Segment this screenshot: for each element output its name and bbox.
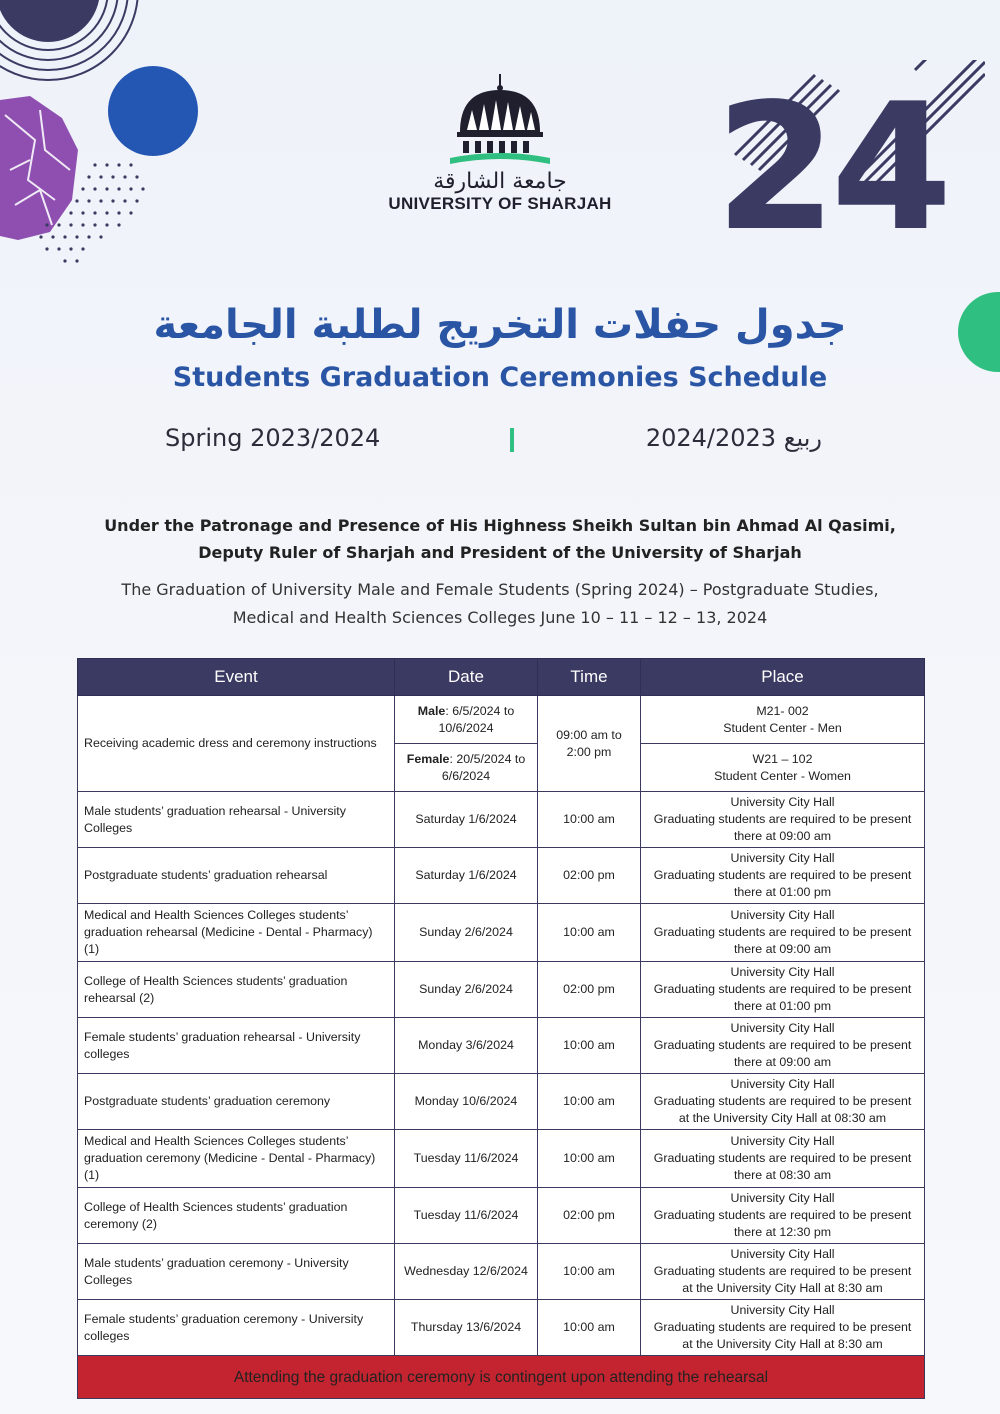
date-cell: Monday 3/6/2024 [395, 1018, 538, 1074]
patronage-line-2: Deputy Ruler of Sharjah and President of the University of Sharjah [198, 543, 802, 562]
dome-icon [445, 72, 555, 167]
time-cell: 02:00 pm [538, 848, 641, 904]
place-note: Graduating students are required to be present there at 08:30 am [653, 1151, 912, 1182]
patronage-statement [60, 512, 940, 566]
header-event: Event [78, 659, 395, 696]
place-venue: University City Hall [730, 1077, 835, 1091]
place-room: M21- 002 [756, 703, 809, 718]
table-row [78, 1074, 925, 1130]
event-cell: College of Health Sciences students’ graduation rehearsal (2) [78, 962, 395, 1018]
term-divider [510, 428, 514, 452]
header-time: Time [538, 659, 641, 696]
schedule-table [77, 658, 925, 1399]
table-row [78, 1130, 925, 1188]
date-cell: Saturday 1/6/2024 [395, 848, 538, 904]
place-cell [641, 904, 925, 962]
place-name: Student Center - Women [714, 768, 851, 783]
term-arabic: ربيع 2024/2023 [645, 424, 822, 452]
place-venue: University City Hall [730, 1134, 835, 1148]
place-cell [641, 1300, 925, 1356]
time-cell: 10:00 am [538, 1074, 641, 1130]
place-note: Graduating students are required to be present there at 09:00 am [653, 1038, 912, 1069]
male-dates: : 6/5/2024 to 10/6/2024 [438, 703, 515, 735]
event-cell: Postgraduate students’ graduation rehearsal [78, 848, 395, 904]
event-description [60, 576, 940, 632]
table-row [78, 1188, 925, 1244]
time-cell: 09:00 am to 2:00 pm [538, 696, 641, 792]
event-cell: Male students’ graduation rehearsal - University Colleges [78, 792, 395, 848]
place-cell [641, 962, 925, 1018]
table-footer-row [78, 1356, 925, 1399]
table-row [78, 904, 925, 962]
time-cell: 10:00 am [538, 1130, 641, 1188]
page-title-english: Students Graduation Ceremonies Schedule [172, 362, 828, 393]
event-cell: College of Health Sciences students’ graduation ceremony (2) [78, 1188, 395, 1244]
table-row [78, 848, 925, 904]
decorative-circles-graphic [0, 0, 220, 280]
time-cell: 10:00 am [538, 792, 641, 848]
event-cell: Medical and Health Sciences Colleges students’ graduation ceremony (Medicine - Dental - Pharmacy) (1) [78, 1130, 395, 1188]
date-cell-male [395, 696, 538, 744]
place-venue: University City Hall [730, 851, 835, 865]
date-cell: Sunday 2/6/2024 [395, 962, 538, 1018]
event-cell: Female students’ graduation ceremony - University colleges [78, 1300, 395, 1356]
time-cell: 10:00 am [538, 1018, 641, 1074]
place-note: Graduating students are required to be present at the University City Hall at 8:30 am [653, 1264, 912, 1295]
place-venue: University City Hall [730, 1247, 835, 1261]
place-cell [641, 1074, 925, 1130]
place-cell [641, 1130, 925, 1188]
place-cell [641, 792, 925, 848]
date-cell: Saturday 1/6/2024 [395, 792, 538, 848]
table-row [78, 1244, 925, 1300]
place-cell-women [641, 744, 925, 792]
table-row [78, 962, 925, 1018]
table-row [78, 1018, 925, 1074]
date-cell: Monday 10/6/2024 [395, 1074, 538, 1130]
date-cell-female [395, 744, 538, 792]
table-row [78, 792, 925, 848]
time-cell: 10:00 am [538, 904, 641, 962]
place-name: Student Center - Men [723, 720, 842, 735]
place-cell-men [641, 696, 925, 744]
patronage-line-1: Under the Patronage and Presence of His Highness Sheikh Sultan bin Ahmad Al Qasimi, [104, 516, 896, 535]
description-line-1: The Graduation of University Male and Female Students (Spring 2024) – Postgraduate Studies, [121, 580, 879, 599]
place-cell [641, 1244, 925, 1300]
male-label: Male [417, 703, 446, 718]
date-cell: Tuesday 11/6/2024 [395, 1130, 538, 1188]
date-cell: Thursday 13/6/2024 [395, 1300, 538, 1356]
place-venue: University City Hall [730, 795, 835, 809]
event-cell: Male students’ graduation ceremony - University Colleges [78, 1244, 395, 1300]
page-title-arabic: جدول حفلات التخريج لطلبة الجامعة [153, 302, 847, 348]
year-24-graphic [715, 60, 985, 250]
place-note: Graduating students are required to be present there at 01:00 pm [653, 982, 912, 1013]
header-date: Date [395, 659, 538, 696]
place-room: W21 – 102 [752, 751, 813, 766]
place-note: Graduating students are required to be present at the University City Hall at 8:30 am [653, 1320, 912, 1351]
place-note: Graduating students are required to be present there at 01:00 pm [653, 868, 912, 899]
event-cell: Postgraduate students’ graduation ceremony [78, 1074, 395, 1130]
place-cell [641, 848, 925, 904]
event-cell: Medical and Health Sciences Colleges students’ graduation rehearsal (Medicine - Dental - Pharmacy) (1) [78, 904, 395, 962]
female-label: Female [406, 751, 450, 766]
event-cell: Receiving academic dress and ceremony instructions [78, 696, 395, 792]
rehearsal-notice: Attending the graduation ceremony is contingent upon attending the rehearsal [78, 1356, 925, 1399]
header-place: Place [641, 659, 925, 696]
date-cell: Tuesday 11/6/2024 [395, 1188, 538, 1244]
place-cell [641, 1018, 925, 1074]
year-24-text: 24 [715, 67, 947, 250]
table-row [78, 696, 925, 744]
date-cell: Sunday 2/6/2024 [395, 904, 538, 962]
place-note: Graduating students are required to be present there at 09:00 am [653, 812, 912, 843]
place-cell [641, 1188, 925, 1244]
event-cell: Female students’ graduation rehearsal - University colleges [78, 1018, 395, 1074]
table-row [78, 1300, 925, 1356]
female-dates: : 20/5/2024 to 6/6/2024 [441, 751, 526, 783]
place-note: Graduating students are required to be present at the University City Hall at 08:30 am [653, 1094, 912, 1125]
place-note: Graduating students are required to be present there at 09:00 am [653, 925, 912, 956]
time-cell: 02:00 pm [538, 1188, 641, 1244]
time-cell: 10:00 am [538, 1244, 641, 1300]
place-venue: University City Hall [730, 1021, 835, 1035]
university-name-english: UNIVERSITY OF SHARJAH [388, 194, 612, 213]
time-cell: 10:00 am [538, 1300, 641, 1356]
place-venue: University City Hall [730, 1191, 835, 1205]
place-venue: University City Hall [730, 908, 835, 922]
place-venue: University City Hall [730, 965, 835, 979]
term-english: Spring 2023/2024 [165, 424, 381, 452]
university-name-arabic: جامعة الشارقة [433, 169, 567, 194]
place-venue: University City Hall [730, 1303, 835, 1317]
university-logo [380, 72, 620, 214]
table-header-row [78, 659, 925, 696]
time-cell: 02:00 pm [538, 962, 641, 1018]
place-note: Graduating students are required to be present there at 12:30 pm [653, 1208, 912, 1239]
description-line-2: Medical and Health Sciences Colleges June 10 – 11 – 12 – 13, 2024 [232, 608, 768, 627]
date-cell: Wednesday 12/6/2024 [395, 1244, 538, 1300]
